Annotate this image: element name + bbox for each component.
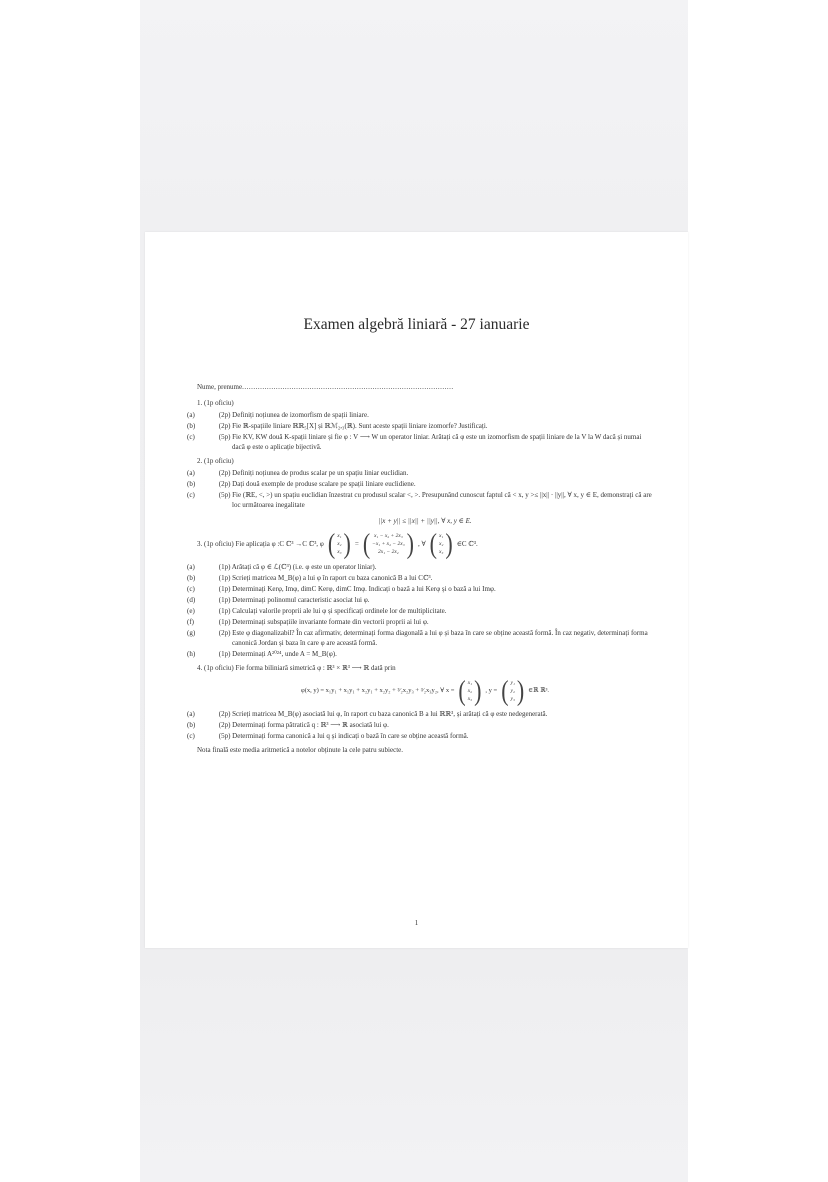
item-text: (2p) Dați două exemple de produse scalare pe spații liniare euclidiene. [218, 480, 416, 488]
formula-text: ∈ℝ ℝ³. [528, 687, 550, 694]
list-item [187, 595, 653, 605]
item-text: (1p) Calculați valorile proprii ale lui φ și specificați ordinele lor de multiplicitate. [218, 607, 447, 615]
item-label: (b) [187, 480, 196, 488]
vector-entry: y₁ [510, 680, 515, 686]
list-item [187, 649, 653, 659]
item-text: (2p) Definiți noțiunea de izomorfism de spații liniare. [218, 411, 369, 419]
item-label: (h) [187, 650, 196, 658]
section-3 [187, 527, 653, 659]
vector-image: ( x₁ − x₂ + 2x₃ −x₁ + x₂ − 2x₃ 2x₁ − 2x₂ ) [362, 527, 414, 560]
list-item [187, 709, 653, 719]
section-title: 1. (1p oficiu) [197, 399, 234, 407]
vector-entry: x₃ [439, 549, 444, 555]
item-label: (b) [187, 574, 196, 582]
vector-y: ( y₁ y₂ y₃ ) [501, 674, 525, 707]
section-title-formula: 3. (1p oficiu) Fie aplicația φ :C ℂ³ →C ℂ³, φ ( x₁ x₂ x₃ ) = ( x₁ − x₂ + 2x₃ −x₁ + x₂ − 2x₃ 2x₁ − 2x₂ ) , ∀ ( x₁ x₂ x₃ ) ∈C ℂ³. [197, 527, 478, 560]
item-label: (c) [187, 585, 195, 593]
item-label: (b) [187, 721, 196, 729]
vector-entry: x₁ [439, 533, 444, 539]
page-number: 1 [414, 919, 419, 927]
item-label: (c) [187, 491, 195, 499]
item-text: (2p) Este φ diagonalizabil? În caz afirmativ, determinați forma diagonală a lui φ și baza în care se obține această formă. În caz negativ, determinați forma canonică Jordan și baza în care φ are această formă. [218, 629, 648, 647]
vector-entry: x₁ [467, 680, 473, 686]
section-1 [187, 398, 653, 452]
vector-entry: x₃ [337, 549, 342, 555]
item-label: (f) [187, 618, 194, 626]
item-label: (a) [187, 563, 195, 571]
item-label: (g) [187, 629, 196, 637]
vector-x-2: ( x₁ x₂ x₃ ) [429, 527, 453, 560]
section-2 [187, 456, 653, 526]
list-item [187, 573, 653, 583]
item-text: (1p) Determinați Kerφ, Imφ, dimC Kerφ, dimC Imφ. Indicați o bază a lui Kerφ și o bază a lui Imφ. [218, 585, 496, 593]
item-text: (1p) Determinați subspațiile invariante formate din vectorii proprii ai lui φ. [218, 618, 429, 626]
name-line [197, 382, 653, 392]
vector-entry: x₂ [467, 688, 473, 694]
vector-x: ( x₁ x₂ x₃ ) [458, 674, 482, 707]
item-text: (5p) Fie (ℝE, <, >) un spațiu euclidian înzestrat cu produsul scalar <, >. Presupunând cunoscut faptul că < x, y >≤ ||x|| · ||y||, ∀ x, y ∈ E, demonstrați că are loc următoarea inegalitate [218, 491, 652, 509]
item-text: (1p) Determinați A²⁰²⁴, unde A = M_B(φ). [218, 650, 337, 658]
exam-title: Examen algebră liniară - 27 ianuarie [303, 316, 530, 333]
item-label: (a) [187, 411, 195, 419]
list-item [187, 731, 653, 741]
exam-paper [145, 232, 688, 948]
vector-entry: x₂ [439, 541, 444, 547]
item-text: (1p) Scrieți matricea M_B(φ) a lui φ în raport cu baza canonică B a lui Cℂ³. [218, 574, 433, 582]
list-item [187, 468, 653, 478]
inequality-formula: ||x + y|| ≤ ||x|| + ||y||, ∀ x, y ∈ E. [378, 517, 472, 525]
vector-entry: −x₁ + x₂ − 2x₃ [372, 541, 405, 547]
item-text: (2p) Scrieți matricea M_B(φ) asociată lui φ, în raport cu baza canonică B a lui ℝℝ³, și arătați că φ este nedegenerată. [218, 710, 548, 718]
section-title: 3. (1p oficiu) Fie aplicația φ :C ℂ³ →C ℂ³, φ [197, 540, 324, 548]
bilinear-formula [197, 674, 653, 707]
vector-entry: y₃ [510, 696, 515, 702]
section-4 [187, 663, 653, 741]
item-text: (5p) Fie KV, KW două K-spații liniare și fie φ : V ⟶ W un operator liniar. Arătați că φ este un izomorfism de spații liniare de la V la W dacă și numai dacă φ este o aplicație bijectivă. [218, 433, 642, 451]
formula-text: ∈C ℂ³. [456, 540, 478, 548]
list-item [187, 606, 653, 616]
list-item [187, 479, 653, 489]
item-label: (c) [187, 433, 195, 441]
list-item [187, 562, 653, 572]
final-note: Nota finală este media aritmetică a notelor obținute la cele patru subiecte. [197, 746, 404, 754]
name-label: Nume, prenume [197, 383, 243, 391]
list-item [187, 421, 653, 431]
vector-entry: x₂ [337, 541, 342, 547]
list-item [187, 432, 653, 452]
vector-x: ( x₁ x₂ x₃ ) [327, 527, 351, 560]
name-dots: .............................................................................................. [242, 383, 454, 391]
list-item [187, 490, 653, 510]
item-text: (5p) Determinați forma canonică a lui q și indicați o bază în care se obține această formă. [218, 732, 469, 740]
section-title: 4. (1p oficiu) Fie forma biliniară simetrică φ : ℝ³ × ℝ³ ⟶ ℝ dată prin [197, 664, 396, 672]
item-label: (d) [187, 596, 196, 604]
list-item [187, 584, 653, 594]
vector-entry: y₂ [510, 688, 515, 694]
item-text: (1p) Arătați că φ ∈ ℒ(ℂ³) (i.e. φ este un operator liniar). [218, 563, 377, 571]
vector-entry: x₃ [467, 696, 473, 702]
item-text: (2p) Definiți noțiunea de produs scalar pe un spațiu liniar euclidian. [218, 469, 409, 477]
item-text: (2p) Fie ℝ-spațiile liniare ℝℝ₅[X] și ℝℳ₂,₃(ℝ). Sunt aceste spații liniare izomorfe? Justificați. [218, 422, 488, 430]
exam-content [187, 382, 653, 755]
list-item [187, 628, 653, 648]
item-label: (a) [187, 469, 195, 477]
vector-entry: x₁ [337, 533, 342, 539]
list-item [187, 720, 653, 730]
list-item [187, 410, 653, 420]
item-text: (1p) Determinați polinomul caracteristic asociat lui φ. [218, 596, 370, 604]
list-item [187, 617, 653, 627]
item-label: (b) [187, 422, 196, 430]
formula-text: , y = [485, 687, 498, 694]
formula-text: φ(x, y) = x₁y₁ + x₁y₁ + x₂y₁ + x₂y₂ + ³⁄₂x₂y₃ + ³⁄₂x₃y₂, ∀ x = [300, 687, 455, 694]
formula-text: , ∀ [417, 540, 426, 548]
item-label: (c) [187, 732, 195, 740]
item-text: (2p) Determinați forma pătratică q : ℝ³ ⟶ ℝ asociată lui φ. [218, 721, 389, 729]
vector-entry: 2x₁ − 2x₂ [378, 549, 399, 555]
section-title: 2. (1p oficiu) [197, 457, 234, 465]
item-label: (a) [187, 710, 195, 718]
vector-entry: x₁ − x₂ + 2x₃ [374, 533, 403, 539]
item-label: (e) [187, 607, 195, 615]
